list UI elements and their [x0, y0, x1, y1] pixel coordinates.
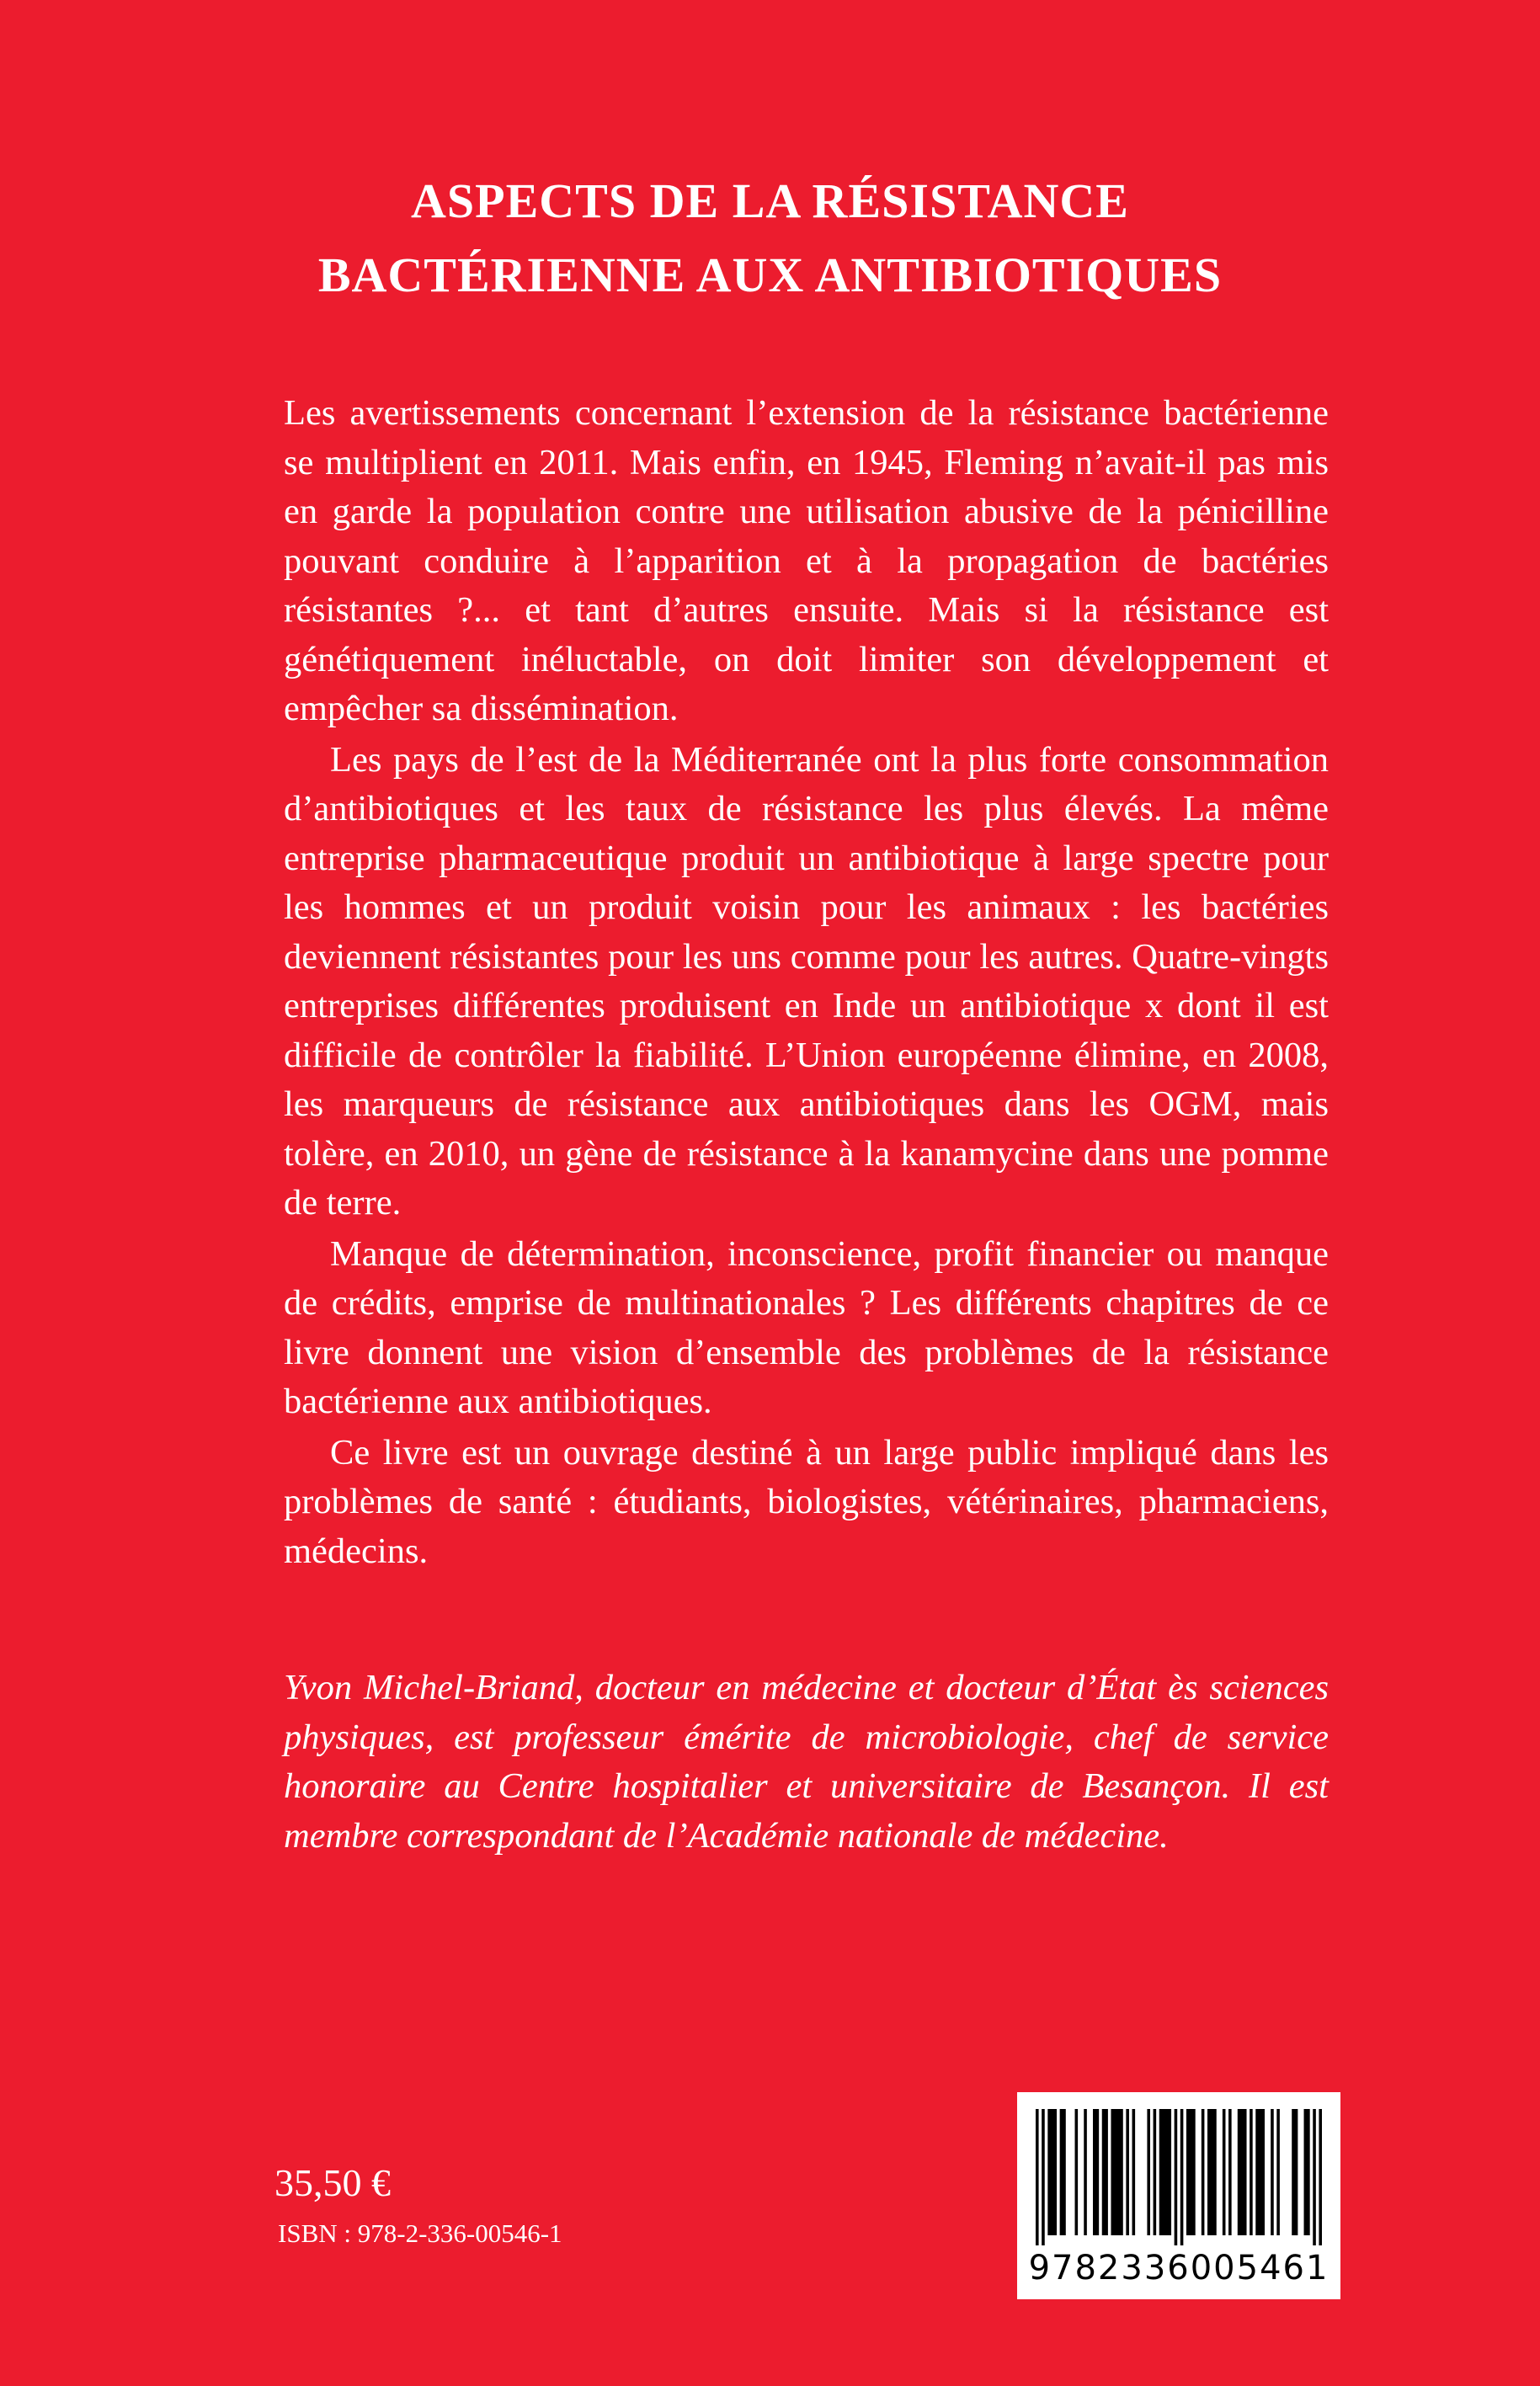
barcode-bar — [1186, 2109, 1196, 2235]
blurb-paragraph-4: Ce livre est un ouvrage destiné à un large public impliqué dans les problèmes de santé : étudiants, biologistes, vétérinaires, pharmaciens, médecins. — [284, 1432, 1329, 1571]
barcode-bar — [1175, 2109, 1178, 2245]
barcode-bar — [1180, 2109, 1184, 2245]
barcode-bar — [1111, 2109, 1122, 2235]
barcode-bar — [1207, 2109, 1217, 2235]
barcode-bar — [1084, 2109, 1087, 2235]
barcode-bar — [1202, 2109, 1205, 2235]
barcode-bar — [1276, 2109, 1280, 2235]
barcode-bar — [1102, 2109, 1108, 2235]
barcode-bar — [1132, 2109, 1136, 2235]
barcode-bar — [1075, 2109, 1079, 2235]
barcode — [1017, 2092, 1340, 2299]
isbn: ISBN : 978-2-336-00546-1 — [278, 2218, 562, 2248]
barcode-bar — [1093, 2109, 1099, 2235]
barcode-bars — [1036, 2109, 1322, 2245]
title-line-1: ASPECTS DE LA RÉSISTANCE — [411, 173, 1129, 228]
barcode-bar — [1159, 2109, 1171, 2235]
blurb-paragraph-1: Les avertissements concernant l’extension de la résistance bactérienne se multiplient en 2011. Mais enfin, en 1945, Fleming n’avait-il pas mis en garde la population contre une utilisation abusive de la pénicilline pouvant conduire à l’apparition et à la propagation de bactéries résistantes ?... et tant d’autres ensuite. Mais si la résistance est génétiquement inéluctable, on doit limiter son développement et empêcher sa dissémination. — [284, 393, 1329, 728]
barcode-bar — [1238, 2109, 1247, 2235]
barcode-bar — [1319, 2109, 1322, 2245]
barcode-bar — [1228, 2109, 1232, 2235]
barcode-bar — [1126, 2109, 1129, 2235]
blurb-paragraph-3: Manque de détermination, inconscience, profit financier ou manque de crédits, emprise de multinationales ? Les différents chapitres de ce livre donnent une vision d’ensemble des problèmes de la résistance bactérienne aux antibiotiques. — [284, 1233, 1329, 1421]
barcode-bar — [1036, 2109, 1039, 2245]
barcode-digits: 9782336005461 — [1028, 2249, 1330, 2287]
book-title — [0, 164, 1540, 312]
barcode-bar — [1271, 2109, 1274, 2235]
barcode-bar — [1047, 2109, 1057, 2235]
blurb — [284, 389, 1329, 1578]
barcode-bar — [1147, 2109, 1150, 2235]
barcode-bar — [1304, 2109, 1310, 2235]
barcode-bar — [1060, 2109, 1066, 2235]
author-bio: Yvon Michel-Briand, docteur en médecine et docteur d’État ès sciences physiques, est professeur émérite de microbiologie, chef de service honoraire au Centre hospitalier et universitaire de Besançon. Il est membre correspondant de l’Académie nationale de médecine. — [284, 1668, 1329, 1856]
blurb-paragraph-2: Les pays de l’est de la Méditerranée ont la plus forte consommation d’antibiotiques et les taux de résistance les plus élevés. La même entreprise pharmaceutique produit un antibiotique à large spectre pour les hommes et un produit voisin pour les animaux : les bactéries deviennent résistantes pour les uns comme pour les autres. Quatre-vingts entreprises différentes produisent en Inde un antibiotique x dont il est difficile de contrôler la fiabilité. L’Union européenne élimine, en 2008, les marqueurs de résistance aux antibiotiques dans les OGM, mais tolère, en 2010, un gène de résistance à la kanamycine dans une pomme de terre. — [284, 739, 1329, 1222]
title-line-2: BACTÉRIENNE AUX ANTIBIOTIQUES — [317, 248, 1223, 302]
barcode-bar — [1292, 2109, 1298, 2235]
barcode-bar — [1250, 2109, 1253, 2235]
price: 35,50 € — [274, 2161, 391, 2204]
barcode-bar — [1154, 2109, 1157, 2235]
barcode-bar — [1255, 2109, 1265, 2235]
barcode-bar — [1223, 2109, 1226, 2235]
barcode-bar — [1313, 2109, 1316, 2245]
barcode-bar — [1042, 2109, 1045, 2245]
